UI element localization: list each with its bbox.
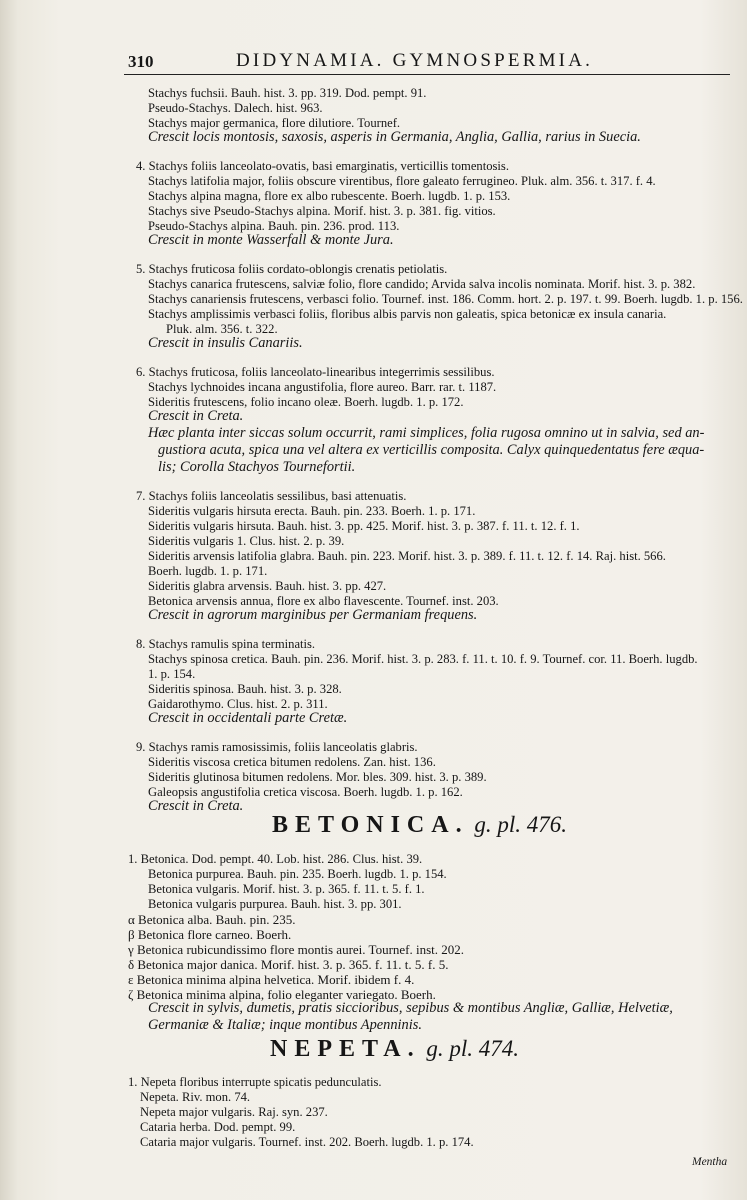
text-line: Sideritis frutescens, folio incano oleæ. Boerh. lugdb. 1. p. 172. bbox=[148, 395, 464, 409]
text-line: Sideritis arvensis latifolia glabra. Bauh. pin. 223. Morif. hist. 3. p. 389. f. 11. t. 12. f. 14. Raj. hist. 566. bbox=[148, 549, 666, 563]
running-title: DIDYNAMIA. GYMNOSPERMIA. bbox=[236, 50, 594, 71]
text-line: 1. Betonica. Dod. pempt. 40. Lob. hist. 286. Clus. hist. 39. bbox=[128, 852, 423, 866]
text-line: Stachys major germanica, flore dilutiore. Tournef. bbox=[148, 116, 401, 130]
habitat-line: Crescit in sylvis, dumetis, pratis siccioribus, sepibus & montibus Angliæ, Galliæ, Helvetiæ, bbox=[148, 1000, 673, 1016]
genus-name: NEPETA. bbox=[270, 1036, 421, 1062]
text-line: Stachys sive Pseudo-Stachys alpina. Morif. hist. 3. p. 381. fig. vitios. bbox=[148, 204, 496, 218]
text-line: Stachys canarica frutescens, salviæ folio, flore candido; Arvida salva incolis nominata. Morif. hist. 3. p. 382. bbox=[148, 277, 696, 291]
text-line: 5. Stachys fruticosa foliis cordato-oblongis crenatis petiolatis. bbox=[136, 262, 448, 276]
genus-reference: g. pl. 476. bbox=[468, 812, 567, 837]
text-line: Betonica arvensis annua, flore ex albo flavescente. Tournef. inst. 203. bbox=[148, 594, 499, 608]
habitat-line: Crescit in agrorum marginibus per Germaniam frequens. bbox=[148, 607, 478, 623]
text-line: Betonica vulgaris purpurea. Bauh. hist. 3. pp. 301. bbox=[148, 897, 402, 911]
catchword: Mentha bbox=[692, 1156, 728, 1168]
text-line: Galeopsis angustifolia cretica viscosa. Boerh. lugdb. 1. p. 162. bbox=[148, 785, 463, 799]
text-line: Stachys latifolia major, foliis obscure virentibus, flore galeato ferrugineo. Pluk. alm. 356. t. 317. f. 4. bbox=[148, 174, 656, 188]
text-line: 1. p. 154. bbox=[148, 667, 196, 681]
text-line: 6. Stachys fruticosa, foliis lanceolato-linearibus integerrimis sessilibus. bbox=[136, 365, 495, 379]
text-line: Stachys lychnoides incana angustifolia, flore aureo. Barr. rar. t. 1187. bbox=[148, 380, 497, 394]
text-line: Sideritis vulgaris hirsuta. Bauh. hist. 3. pp. 425. Morif. hist. 3. p. 387. f. 11. t. 12. f. 1. bbox=[148, 519, 580, 533]
text-line: 1. Nepeta floribus interrupte spicatis pedunculatis. bbox=[128, 1075, 382, 1089]
text-line: Stachys spinosa cretica. Bauh. pin. 236. Morif. hist. 3. p. 283. f. 11. t. 10. f. 9. Tournef. cor. 11. Boerh. lugdb. bbox=[148, 652, 698, 666]
text-line: Nepeta. Riv. mon. 74. bbox=[140, 1090, 251, 1104]
text-line: Sideritis glabra arvensis. Bauh. hist. 3. pp. 427. bbox=[148, 579, 387, 593]
habitat-line: gustiora acuta, spica una vel altera ex verticillis composita. Calyx quinquedentatus fere æqua- bbox=[158, 442, 705, 458]
text-line: Pseudo-Stachys alpina. Bauh. pin. 236. prod. 113. bbox=[148, 219, 400, 233]
habitat-line: Crescit locis montosis, saxosis, asperis in Germania, Anglia, Gallia, rarius in Suecia. bbox=[148, 129, 641, 145]
genus-heading bbox=[272, 812, 567, 839]
genus-name: BETONICA. bbox=[272, 812, 469, 838]
text-line: Sideritis spinosa. Bauh. hist. 3. p. 328. bbox=[148, 682, 342, 696]
text-line: 8. Stachys ramulis spina terminatis. bbox=[136, 637, 316, 651]
habitat-line: Crescit in occidentali parte Cretæ. bbox=[148, 710, 348, 726]
text-line: Cataria major vulgaris. Tournef. inst. 202. Boerh. lugdb. 1. p. 174. bbox=[140, 1135, 474, 1149]
text-line: Pluk. alm. 356. t. 322. bbox=[166, 322, 278, 336]
text-line: 7. Stachys foliis lanceolatis sessilibus, basi attenuatis. bbox=[136, 489, 407, 503]
text-line: δ Betonica major danica. Morif. hist. 3. p. 365. f. 11. t. 5. f. 5. bbox=[128, 957, 449, 972]
text-line: 9. Stachys ramis ramosissimis, foliis lanceolatis glabris. bbox=[136, 740, 418, 754]
habitat-line: Crescit in Creta. bbox=[148, 408, 244, 424]
text-line: Sideritis vulgaris hirsuta erecta. Bauh. pin. 233. Boerh. 1. p. 171. bbox=[148, 504, 476, 518]
text-line: Cataria herba. Dod. pempt. 99. bbox=[140, 1120, 296, 1134]
genus-heading bbox=[270, 1036, 519, 1063]
text-line: ζ Betonica minima alpina, folio eleganter variegato. Boerh. bbox=[128, 987, 436, 1002]
text-line: γ Betonica rubicundissimo flore montis aurei. Tournef. inst. 202. bbox=[128, 942, 465, 957]
text-line: Stachys canariensis frutescens, verbasci folio. Tournef. inst. 186. Comm. hort. 2. p. 197. t. 99. Boerh. lugdb. 1. p. 156. bbox=[148, 292, 743, 306]
page-number: 310 bbox=[128, 52, 154, 71]
genus-reference: g. pl. 474. bbox=[420, 1036, 519, 1061]
text-line: Sideritis viscosa cretica bitumen redolens. Zan. hist. 136. bbox=[148, 755, 436, 769]
habitat-line: Crescit in Creta. bbox=[148, 798, 244, 814]
text-line: Pseudo-Stachys. Dalech. hist. 963. bbox=[148, 101, 323, 115]
text-line: Betonica purpurea. Bauh. pin. 235. Boerh. lugdb. 1. p. 154. bbox=[148, 867, 447, 881]
text-line: Sideritis vulgaris 1. Clus. hist. 2. p. 39. bbox=[148, 534, 345, 548]
text-line: Stachys amplissimis verbasci foliis, floribus albis parvis non galeatis, spica betonicæ ex insula canaria. bbox=[148, 307, 667, 321]
habitat-line: Crescit in insulis Canariis. bbox=[148, 335, 303, 351]
text-line: Betonica vulgaris. Morif. hist. 3. p. 365. f. 11. t. 5. f. 1. bbox=[148, 882, 425, 896]
text-line: Gaidarothymo. Clus. hist. 2. p. 311. bbox=[148, 697, 328, 711]
text-line: Sideritis glutinosa bitumen redolens. Mor. bles. 309. hist. 3. p. 389. bbox=[148, 770, 487, 784]
text-line: β Betonica flore carneo. Boerh. bbox=[128, 927, 292, 942]
text-line: 4. Stachys foliis lanceolato-ovatis, basi emarginatis, verticillis tomentosis. bbox=[136, 159, 509, 173]
text-line: Nepeta major vulgaris. Raj. syn. 237. bbox=[140, 1105, 328, 1119]
habitat-line: Crescit in monte Wasserfall & monte Jura. bbox=[148, 232, 394, 248]
text-line: ε Betonica minima alpina helvetica. Morif. ibidem f. 4. bbox=[128, 972, 415, 987]
text-line: Boerh. lugdb. 1. p. 171. bbox=[148, 564, 268, 578]
text-line: Stachys fuchsii. Bauh. hist. 3. pp. 319. Dod. pempt. 91. bbox=[148, 86, 427, 100]
habitat-line: lis; Corolla Stachyos Tournefortii. bbox=[158, 459, 356, 475]
text-line: α Betonica alba. Bauh. pin. 235. bbox=[128, 912, 296, 927]
habitat-line: Germaniæ & Italiæ; inque montibus Apenninis. bbox=[148, 1017, 422, 1033]
habitat-line: Hæc planta inter siccas solum occurrit, rami simplices, folia rugosa omnino ut in salvia, sed an- bbox=[148, 425, 705, 441]
text-line: Stachys alpina magna, flore ex albo rubescente. Boerh. lugdb. 1. p. 153. bbox=[148, 189, 511, 203]
